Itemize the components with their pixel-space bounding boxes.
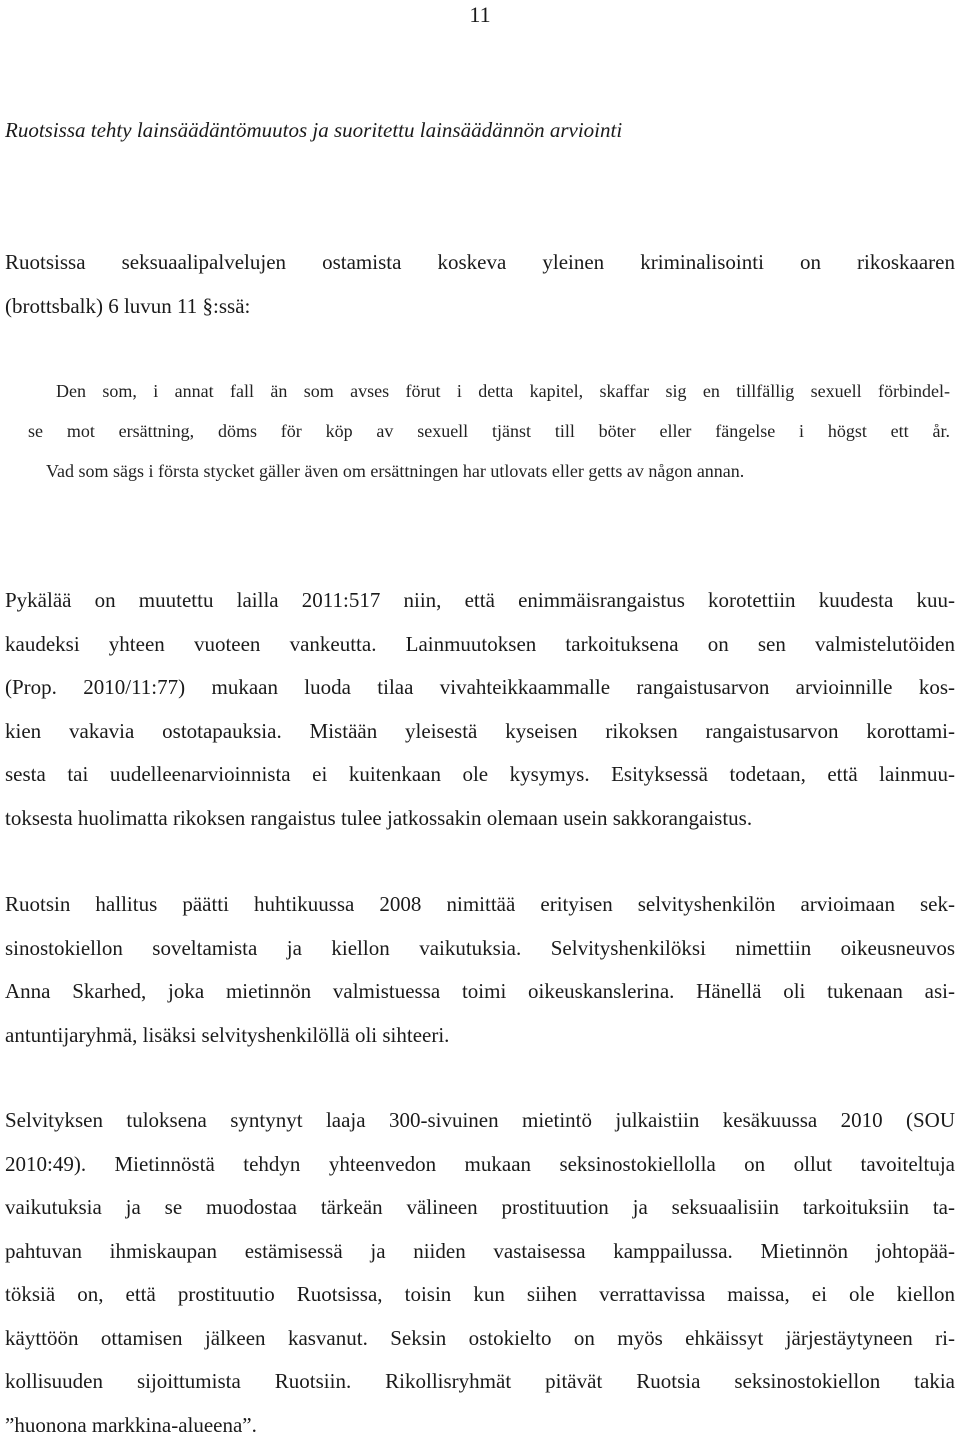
text-line: kaudeksi yhteen vuoteen vankeutta. Lainmuutoksen tarkoituksena on sen valmistelutöiden	[5, 623, 955, 667]
intro-paragraph	[5, 241, 955, 328]
paragraph-1	[5, 579, 955, 840]
text-line: kollisuuden sijoittumista Ruotsiin. Rikollisryhmät pitävät Ruotsia seksinostokiellon takia	[5, 1360, 955, 1404]
quote-line: Vad som sägs i första stycket gäller även om ersättningen har utlovats eller getts av någon annan.	[28, 451, 950, 491]
text-line: Anna Skarhed, joka mietinnön valmistuessa toimi oikeuskanslerina. Hänellä oli tukenaan asi-	[5, 970, 955, 1014]
quote-line: Den som, i annat fall än som avses förut i detta kapitel, skaffar sig en tillfällig sexuell förbindel-	[28, 371, 950, 411]
text-line: Selvityksen tuloksena syntynyt laaja 300-sivuinen mietintö julkaistiin kesäkuussa 2010 (SOU	[5, 1099, 955, 1143]
quote-line: se mot ersättning, döms för köp av sexuell tjänst till böter eller fängelse i högst ett år.	[28, 411, 950, 451]
text-line: Pykälää on muutettu lailla 2011:517 niin, että enimmäisrangaistus korotettiin kuudesta kuu-	[5, 579, 955, 623]
text-line: Ruotsin hallitus päätti huhtikuussa 2008 nimittää erityisen selvityshenkilön arvioimaan sek-	[5, 883, 955, 927]
text-line: antuntijaryhmä, lisäksi selvityshenkilöllä oli sihteeri.	[5, 1014, 955, 1058]
text-line: töksiä on, että prostituutio Ruotsissa, toisin kun siihen verrattavissa maissa, ei ole kiellon	[5, 1273, 955, 1317]
text-line: käyttöön ottamisen jälkeen kasvanut. Seksin ostokielto on myös ehkäissyt järjestäytyneen ri-	[5, 1317, 955, 1361]
text-line: 2010:49). Mietinnöstä tehdyn yhteenvedon mukaan seksinostokiellolla on ollut tavoiteltuja	[5, 1143, 955, 1187]
text-line: (Prop. 2010/11:77) mukaan luoda tilaa vivahteikkaammalle rangaistusarvon arvioinnille kos-	[5, 666, 955, 710]
text-line: ”huonona markkina-alueena”.	[5, 1404, 955, 1447]
text-line: kien vakavia ostotapauksia. Mistään yleisestä kyseisen rikoksen rangaistusarvon korottami-	[5, 710, 955, 754]
block-quote	[28, 371, 950, 491]
text-line: toksesta huolimatta rikoksen rangaistus tulee jatkossakin olemaan usein sakkorangaistus.	[5, 797, 955, 841]
page-number: 11	[0, 2, 960, 28]
text-line: Ruotsissa seksuaalipalvelujen ostamista koskeva yleinen kriminalisointi on rikoskaaren	[5, 241, 955, 285]
paragraph-2	[5, 883, 955, 1057]
text-line: (brottsbalk) 6 luvun 11 §:ssä:	[5, 285, 955, 329]
text-line: sinostokiellon soveltamista ja kiellon vaikutuksia. Selvityshenkilöksi nimettiin oikeusneuvos	[5, 927, 955, 971]
text-line: sesta tai uudelleenarvioinnista ei kuitenkaan ole kysymys. Esityksessä todetaan, että lainmuu-	[5, 753, 955, 797]
paragraph-3	[5, 1099, 955, 1447]
text-line: pahtuvan ihmiskaupan estämisessä ja niiden vastaisessa kamppailussa. Mietinnön johtopää-	[5, 1230, 955, 1274]
text-line: vaikutuksia ja se muodostaa tärkeän välineen prostituution ja seksuaalisiin tarkoituksiin ta-	[5, 1186, 955, 1230]
section-heading: Ruotsissa tehty lainsäädäntömuutos ja suoritettu lainsäädännön arviointi	[5, 116, 622, 144]
